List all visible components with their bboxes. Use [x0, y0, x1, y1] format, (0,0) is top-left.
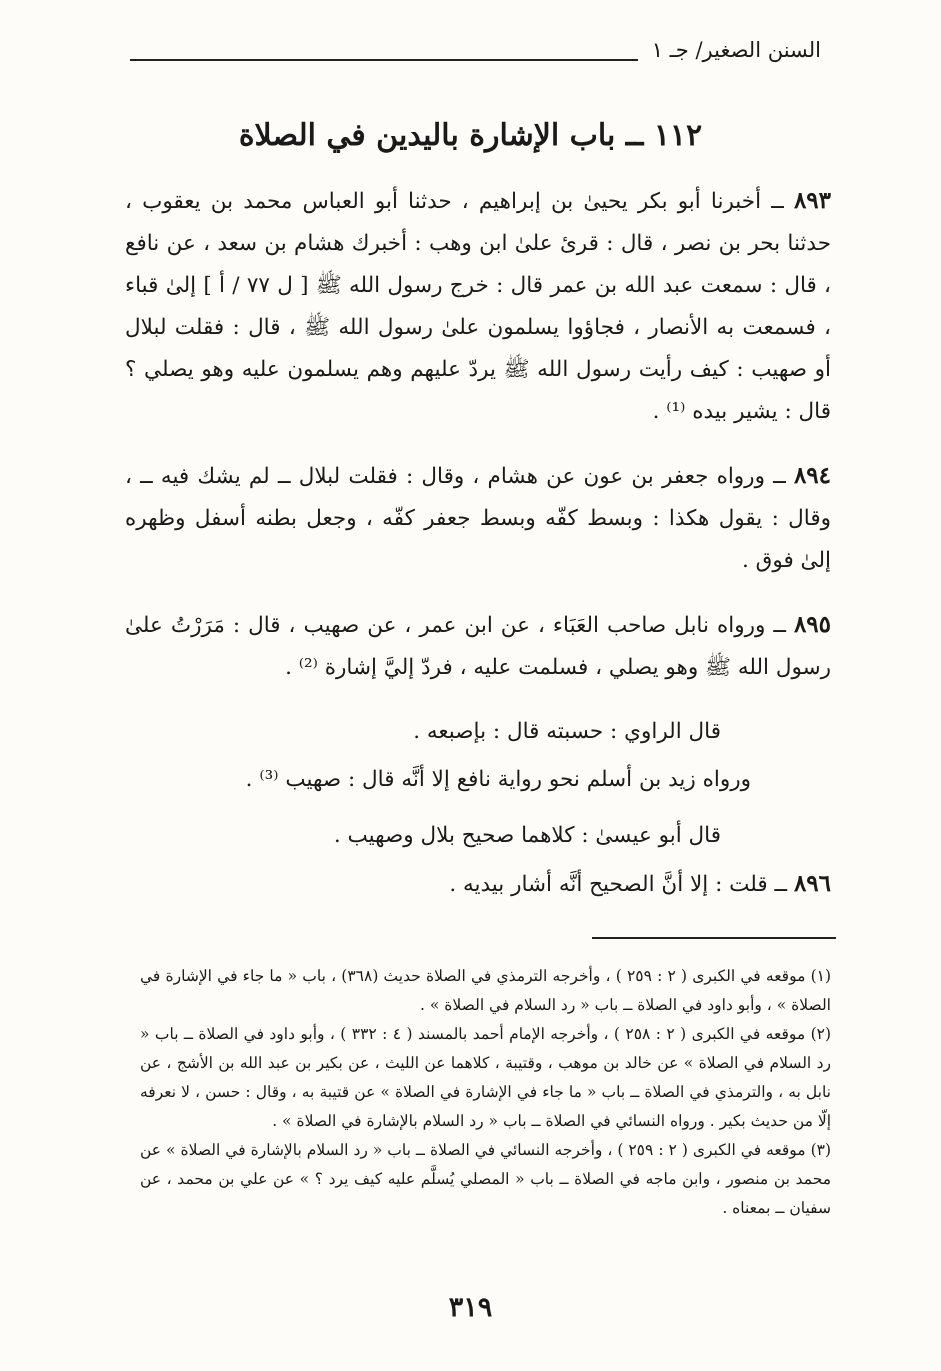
- footnotes: [140, 962, 831, 1223]
- hadith-text: ــ ورواه جعفر بن عون عن هشام ، وقال : فقلت لبلال ــ لم يشك فيه ــ ، وقال : يقول هكذا : وبسط كفّه وبسط جعفر كفّه ، وجعل بطنه أسفل وظهره إلىٰ فوق .: [125, 464, 831, 573]
- hadith-text: ــ قلت : إلا أنَّ الصحيح أنَّه أشار بيديه .: [449, 872, 794, 897]
- footnote-2: (٢) موقعه في الكبرى ( ٢ : ٢٥٨ ) ، وأخرجه الإمام أحمد بالمسند ( ٤ : ٣٣٢ ) ، وأبو داود في الصلاة ــ باب « رد السلام في الصلاة » عن خالد بن موهب ، وقتيبة ، كلاهما عن الليث ، عن بكير بن عبد الله بن الأشج ، عن نابل به ، والترمذي في الصلاة ــ باب « ما جاء في الإشارة في الصلاة » عن قتيبة به ، وقال : حسن ، لا نعرفه إلّا من حديث بكير . ورواه النسائي في الصلاة ــ باب « رد السلام بالإشارة في الصلاة » .: [140, 1025, 832, 1130]
- hadith-text: ــ ورواه نابل صاحب العَبَاء ، عن ابن عمر ، عن صهيب ، قال : مَرَرْتُ علىٰ رسول الله ﷺ وهو يصلي ، فسلمت عليه ، فردّ إليَّ إشارة ⁽²⁾ .: [125, 613, 831, 680]
- hadith-number: ٨٩٤: [793, 462, 831, 489]
- main-text: [125, 180, 831, 928]
- footnote-3: (٣) موقعه في الكبرى ( ٢ : ٢٥٩ ) ، وأخرجه النسائي في الصلاة ــ باب « رد السلام بالإشارة في الصلاة » عن محمد بن منصور ، وابن ماجه في الصلاة ــ باب « المصلي يُسلَّم عليه كيف يرد ؟ » عن علي بن محمد ، عن سفيان ــ بمعناه .: [140, 1141, 832, 1217]
- hadith-number: ٨٩٥: [793, 611, 831, 638]
- running-header: [130, 32, 821, 68]
- note-rawi: قال الراوي : حسبته قال : بإصبعه .: [413, 719, 721, 744]
- note-zayd: ورواه زيد بن أسلم نحو رواية نافع إلا أنَّه قال : صهيب ⁽³⁾ .: [245, 767, 751, 792]
- hadith-text: ــ أخبرنا أبو بكر يحيىٰ بن إبراهيم ، حدثنا أبو العباس محمد بن يعقوب ، حدثنا بحر بن نصر ، قال : قرئ علىٰ ابن وهب : أخبرك هشام بن سعد ، عن نافع ، قال : سمعت عبد الله بن عمر قال : خرج رسول الله ﷺ [ ل ٧٧ / أ ] إلىٰ قباء ، فسمعت به الأنصار ، فجاؤوا يسلمون علىٰ رسول الله ﷺ ، قال : فقلت لبلال أو صهيب : كيف رأيت رسول الله ﷺ يردّ عليهم وهم يسلمون عليه وهو يصلي ؟ قال : يشير بيده ⁽¹⁾ .: [125, 189, 831, 424]
- footnote-separator: [592, 937, 836, 939]
- hadith-895: [125, 604, 831, 689]
- note-abu-isa: قال أبو عيسىٰ : كلاهما صحيح بلال وصهيب .: [333, 823, 721, 848]
- chapter-title: ١١٢ ــ باب الإشارة باليدين في الصلاة: [238, 118, 703, 153]
- hadith-number: ٨٩٣: [793, 187, 831, 214]
- header-rule: [130, 59, 638, 61]
- hadith-894: [125, 455, 831, 582]
- footnote-1: (١) موقعه في الكبرى ( ٢ : ٢٥٩ ) ، وأخرجه الترمذي في الصلاة حديث (٣٦٨) ، باب « ما جاء في الإشارة في الصلاة » ، وأبو داود في الصلاة ــ باب « رد السلام في الصلاة » .: [140, 967, 832, 1014]
- page-number: ٣١٩: [448, 1292, 493, 1323]
- hadith-number: ٨٩٦: [793, 870, 831, 897]
- running-title: السنن الصغير/ جـ ١: [651, 38, 821, 62]
- hadith-893: [125, 180, 831, 433]
- hadith-896: [125, 863, 831, 906]
